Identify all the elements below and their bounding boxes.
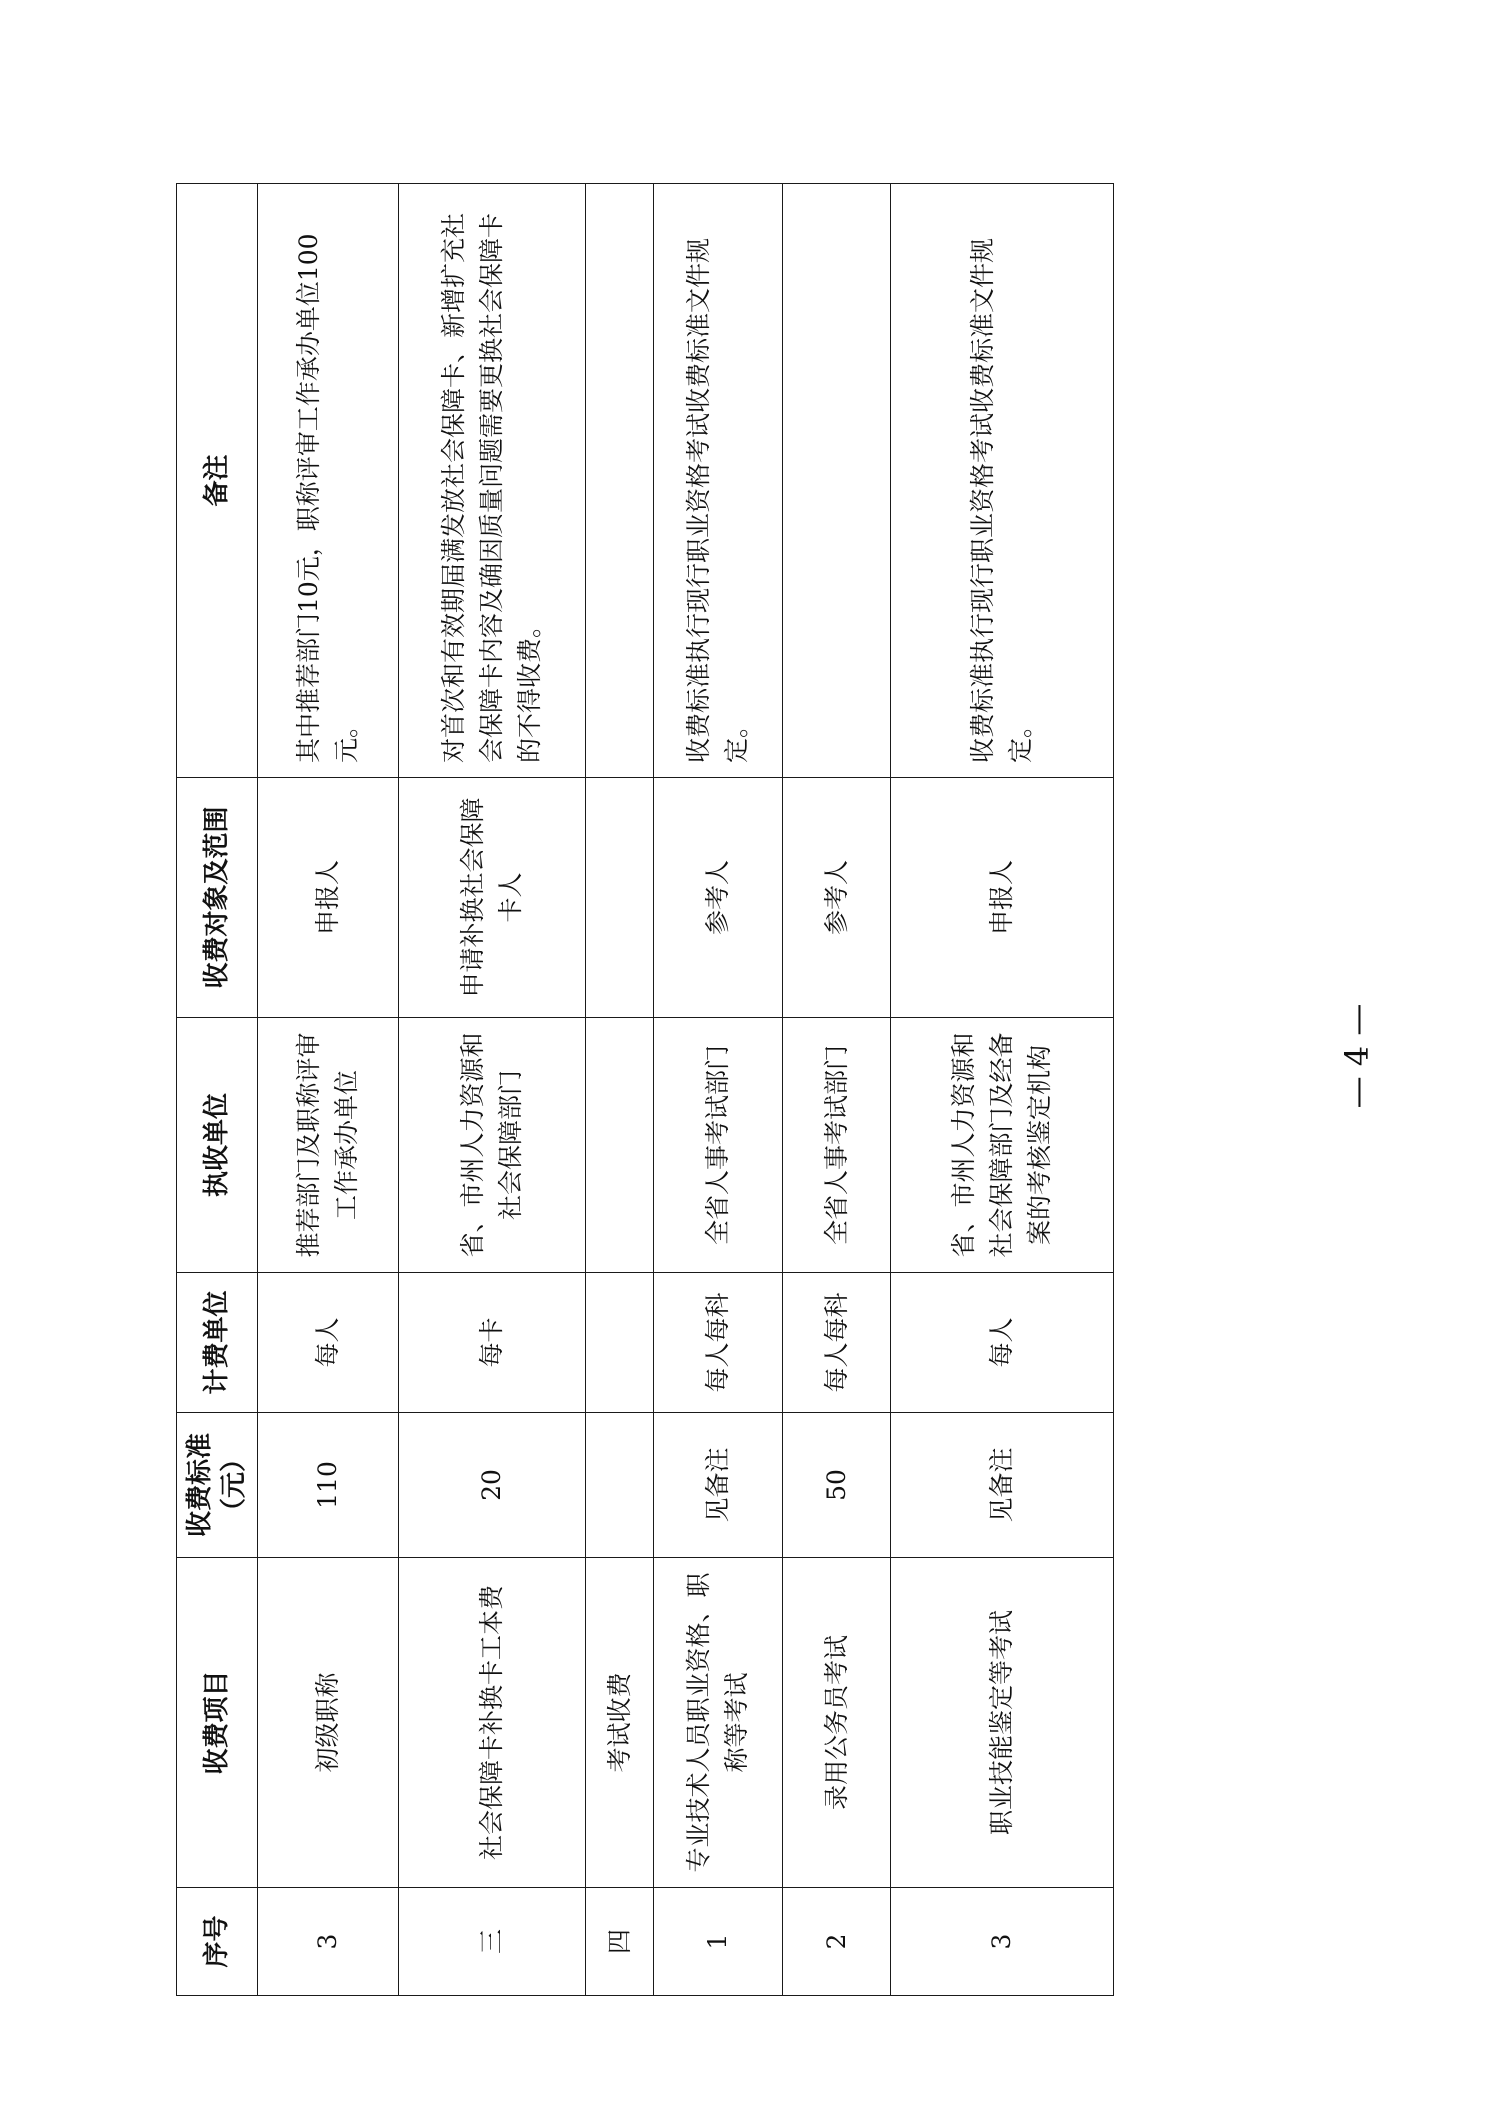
cell-standard: 20 [398, 1413, 586, 1558]
cell-note: 对首次和有效期届满发放社会保障卡、新增扩充社会保障卡内容及确因质量问题需要更换社会保障卡的不得收费。 [398, 184, 586, 778]
cell-collector: 推荐部门及职称评审工作承办单位 [258, 1018, 399, 1273]
header-scope: 收费对象及范围 [177, 778, 258, 1018]
header-note: 备注 [177, 184, 258, 778]
table-row [586, 184, 654, 1996]
cell-standard [586, 1413, 654, 1558]
cell-scope [586, 778, 654, 1018]
table-header-row [177, 184, 258, 1996]
cell-seq: 四 [586, 1888, 654, 1996]
header-seq: 序号 [177, 1888, 258, 1996]
table-row [654, 184, 783, 1996]
header-unit: 计费单位 [177, 1273, 258, 1413]
cell-scope: 申报人 [891, 778, 1114, 1018]
cell-collector [586, 1018, 654, 1273]
cell-item: 社会保障卡补换卡工本费 [398, 1558, 586, 1888]
cell-unit: 每人 [258, 1273, 399, 1413]
cell-item: 专业技术人员职业资格、职称等考试 [654, 1558, 783, 1888]
table-row [891, 184, 1114, 1996]
cell-scope: 参考人 [783, 778, 891, 1018]
cell-note: 其中推荐部门10元，职称评审工作承办单位100元。 [258, 184, 399, 778]
header-standard: 收费标准（元） [177, 1413, 258, 1558]
cell-unit: 每人 [891, 1273, 1114, 1413]
cell-seq: 3 [891, 1888, 1114, 1996]
fee-table [176, 183, 1114, 1996]
cell-collector: 省、市州人力资源和社会保障部门 [398, 1018, 586, 1273]
table-row [398, 184, 586, 1996]
cell-collector: 全省人事考试部门 [654, 1018, 783, 1273]
cell-seq: 三 [398, 1888, 586, 1996]
cell-scope: 申请补换社会保障卡人 [398, 778, 586, 1018]
cell-unit: 每人每科 [783, 1273, 891, 1413]
cell-unit: 每人每科 [654, 1273, 783, 1413]
cell-unit [586, 1273, 654, 1413]
cell-item: 考试收费 [586, 1558, 654, 1888]
cell-seq: 2 [783, 1888, 891, 1996]
cell-unit: 每卡 [398, 1273, 586, 1413]
cell-note [586, 184, 654, 778]
header-item: 收费项目 [177, 1558, 258, 1888]
table-row [258, 184, 399, 1996]
cell-note [783, 184, 891, 778]
header-collector: 执收单位 [177, 1018, 258, 1273]
cell-note: 收费标准执行现行职业资格考试收费标准文件规定。 [891, 184, 1114, 778]
table-row [783, 184, 891, 1996]
cell-collector: 全省人事考试部门 [783, 1018, 891, 1273]
cell-collector: 省、市州人力资源和社会保障部门及经备案的考核鉴定机构 [891, 1018, 1114, 1273]
cell-seq: 3 [258, 1888, 399, 1996]
cell-standard: 50 [783, 1413, 891, 1558]
cell-item: 录用公务员考试 [783, 1558, 891, 1888]
cell-standard: 见备注 [654, 1413, 783, 1558]
cell-scope: 申报人 [258, 778, 399, 1018]
cell-item: 初级职称 [258, 1558, 399, 1888]
cell-standard: 见备注 [891, 1413, 1114, 1558]
cell-item: 职业技能鉴定等考试 [891, 1558, 1114, 1888]
page-number: — 4 — [1338, 1003, 1376, 1109]
cell-scope: 参考人 [654, 778, 783, 1018]
cell-standard: 110 [258, 1413, 399, 1558]
rotated-page-content [176, 184, 1114, 1996]
cell-seq: 1 [654, 1888, 783, 1996]
cell-note: 收费标准执行现行职业资格考试收费标准文件规定。 [654, 184, 783, 778]
